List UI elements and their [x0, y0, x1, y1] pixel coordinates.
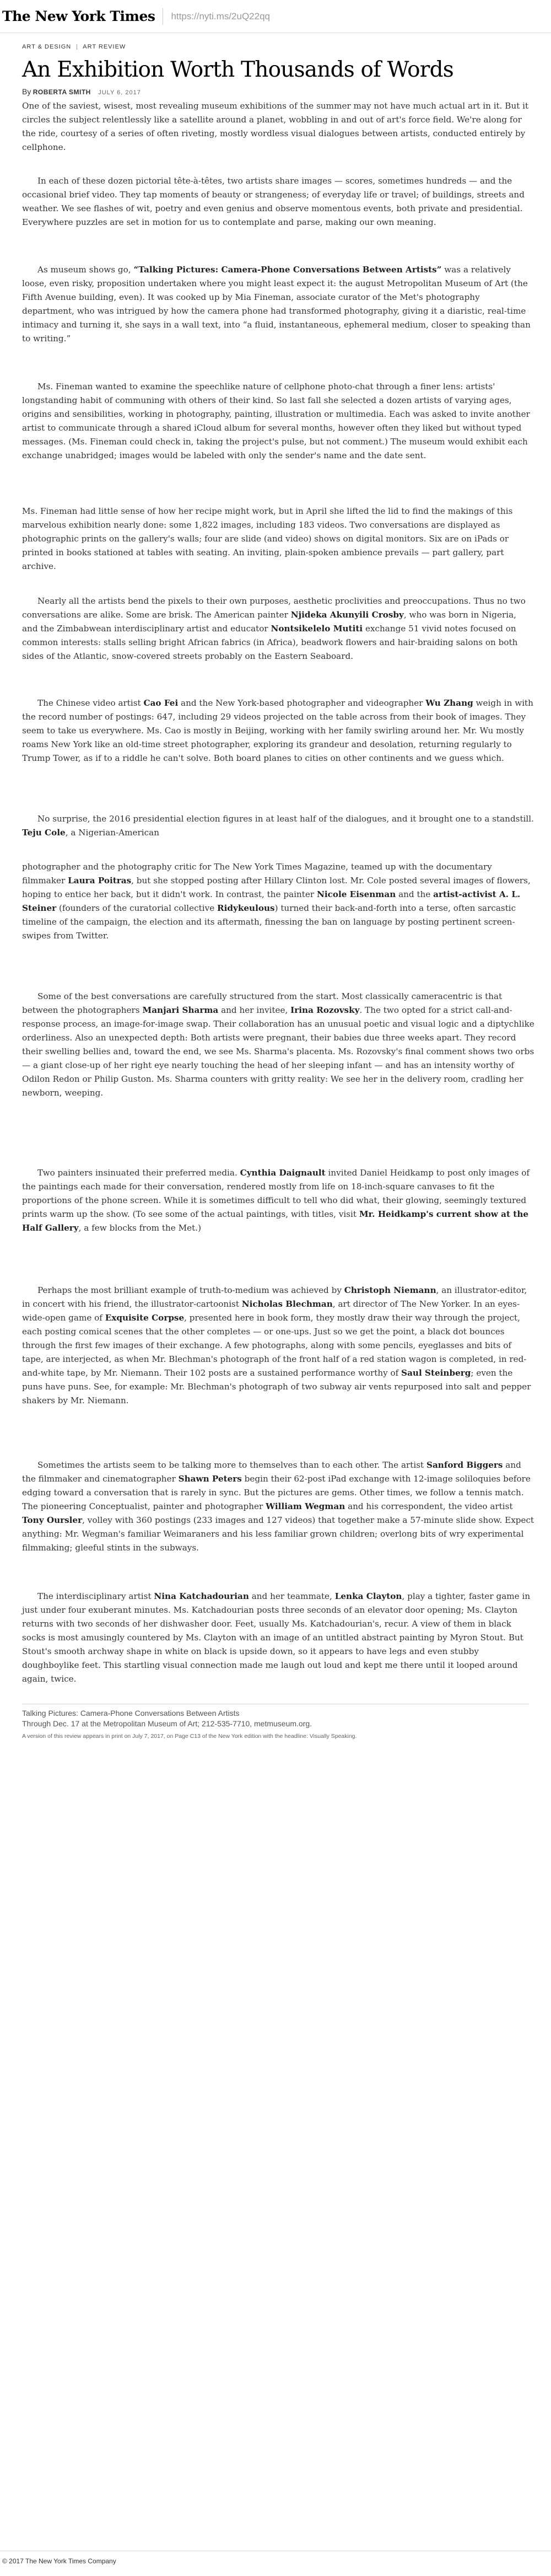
artist-link[interactable]: Manjari Sharma	[142, 1005, 219, 1015]
paragraph-4	[22, 380, 534, 463]
byline-by: By	[22, 87, 31, 96]
copyright-footer: © 2017 The New York Times Company	[2, 2557, 116, 2565]
section-link[interactable]: ART & DESIGN	[22, 44, 72, 50]
collective-link[interactable]: Ridykeulous	[217, 903, 275, 913]
paragraph-text: invited Daniel Heidkamp to post only images of the paintings each made for their conversation, rendered mostly from life on 18-inch-square canvases to fit the proportions of the phone screen. While it is sometimes difficult to tell who did what, their glowing, seemingly textured prints warm up the show. (To see some of the actual paintings, with titles, visit	[22, 1168, 530, 1219]
artist-link[interactable]: Lenka Clayton	[334, 1591, 402, 1601]
paragraph-text: As museum shows go,	[37, 265, 134, 275]
paragraph-text: , an illustrator-editor, in concert with his friend, the illustrator-cartoonist	[22, 1285, 527, 1309]
paragraph-text: One of the saviest, wisest, most revealing museum exhibitions of the summer may not have much actual art in it. But it circles the subject relentlessly like a satellite around a planet, wobbling in and out of art's force field. We're along for the ride, courtesy of a series of often riveting, mostly wordless visual dialogues between artists, conducted entirely by cellphone.	[22, 101, 529, 152]
masthead	[0, 0, 551, 33]
paragraph-text: , volley with 360 postings (233 images and 127 videos) that together make a 57-minute slide show. Expect anything: Mr. Wegman's familiar Weimaraners and his less familiar grown children; overlong bits of wry experimental filmmaking; gleeful stints in the subways.	[22, 1515, 534, 1553]
paragraph-13	[22, 1458, 534, 1555]
author-name[interactable]: ROBERTA SMITH	[33, 88, 91, 96]
artist-link[interactable]: Cao Fei	[143, 698, 179, 708]
short-url[interactable]: https://nyti.ms/2uQ22qq	[171, 10, 270, 22]
paragraph-2	[22, 174, 534, 229]
artist-link[interactable]: Nontsikelelo Mutiti	[271, 624, 363, 634]
artist-link[interactable]: Laura Poitras	[68, 876, 132, 886]
paragraph-6	[22, 594, 534, 663]
paragraph-12	[22, 1284, 534, 1408]
paragraph-text: , a few blocks from the Met.)	[78, 1223, 202, 1233]
paragraph-text: (founders of the curatorial collective	[56, 903, 218, 913]
artist-link[interactable]: Tony Oursler	[22, 1515, 83, 1525]
artist-link[interactable]: Christoph Niemann	[344, 1285, 436, 1295]
paragraph-11	[22, 1166, 534, 1235]
paragraph-text: Two painters insinuated their preferred media.	[37, 1168, 240, 1178]
artist-link[interactable]: Njideka Akunyili Crosby	[290, 610, 404, 620]
paragraph-text: begin their 62-post iPad exchange with 12-image soliloquies before edging toward a conversation that is rarely in sync. But the pictures are gems. Other times, we follow a tennis match. The pioneering Conceptualist, painter and photographer	[22, 1474, 531, 1511]
paragraph-text: and the	[396, 889, 434, 899]
paragraph-text: The interdisciplinary artist	[37, 1591, 154, 1601]
artist-link[interactable]: Sanford Biggers	[426, 1460, 503, 1470]
paragraph-text: Sometimes the artists seem to be talking more to themselves than to each other. The artist	[37, 1460, 426, 1470]
paragraph-text: , a Nigerian-American	[65, 828, 159, 838]
paragraph-10	[22, 990, 534, 1100]
artist-link[interactable]: Wu Zhang	[425, 698, 473, 708]
gallery-link[interactable]: Mr. Heidkamp's current show at the Half Gallery	[22, 1209, 529, 1233]
paragraph-14	[22, 1590, 534, 1686]
artist-link[interactable]: artist-activist A. L. Steiner	[22, 889, 521, 913]
paragraph-text: and the New York-based photographer and videographer	[178, 698, 426, 708]
paragraph-text: and the filmmaker and cinematographer	[22, 1460, 521, 1484]
artist-link[interactable]: Teju Cole	[22, 828, 66, 838]
paragraph-5	[22, 505, 534, 573]
paragraph-text: In each of these dozen pictorial tête-à-têtes, two artists share images — scores, sometimes hundreds — and the occasional brief video. They tap moments of beauty or strangeness; of everyday life or travel; of buildings, streets and weather. We see flashes of wit, poetry and even genius and observe momentous events, both private and presidential. Everywhere puzzles are set in motion for us to contemplate and parse, making our own meaning.	[22, 176, 525, 227]
paragraph-text: No surprise, the 2016 presidential election figures in at least half of the dialogues, and it brought one to a standstill.	[37, 814, 534, 824]
paragraph-text: Nearly all the artists bend the pixels to their own purposes, aesthetic proclivities and preoccupations. Thus no two conversations are alike. Some are brisk. The American painter	[22, 596, 526, 620]
paragraph-text: , but she stopped posting after Hillary Clinton lost. Mr. Cole posted several images of flowers, hoping to entice her back, but it didn't work. In contrast, the painter	[22, 876, 531, 899]
game-link[interactable]: Exquisite Corpse	[105, 1313, 185, 1323]
article-headline: An Exhibition Worth Thousands of Words	[22, 57, 454, 82]
paragraph-text: ; even the puns have puns. See, for example: Mr. Blechman's photograph of two subway air vents repurposed into salt and pepper shakers by Mr. Niemann.	[22, 1368, 531, 1405]
artist-link[interactable]: Shawn Peters	[178, 1474, 242, 1484]
paragraph-text: , who was born in Nigeria, and the Zimbabwean interdisciplinary artist and educator	[22, 610, 516, 634]
section-kicker	[22, 44, 126, 50]
exhibition-title: Talking Pictures: Camera-Phone Conversations Between Artists	[22, 1709, 240, 1718]
paragraph-8	[22, 812, 534, 840]
artist-link[interactable]: Saul Steinberg	[401, 1368, 471, 1378]
paragraph-text: and her teammate,	[249, 1591, 335, 1601]
paragraph-7	[22, 696, 534, 765]
paragraph-text: and her invitee,	[218, 1005, 291, 1015]
paragraph-text: ) turned their back-and-forth into a terse, often sarcastic timeline of the campaign, the election and its aftermath, finessing the ban on language by posting pertinent screen-swipes from Twitter.	[22, 903, 516, 941]
paragraph-text: The Chinese video artist	[37, 698, 144, 708]
paragraph-text: , presented here in book form, they mostly draw their way through the project, each posting comical scenes that the other completes — or one-ups. Just so we get the point, a black dot bounces through the first few images of their exchange. A few photographs, along with some pencils, eyeglasses and bits of tape, are interjected, as when Mr. Blechman's photograph of the front half of a red station wagon is completed, in red-and-white tape, by Mr. Niemann. Their 102 posts are a sustained performance worthy of	[22, 1313, 527, 1378]
artist-link[interactable]: William Wegman	[266, 1501, 345, 1511]
paragraph-text: was a relatively loose, even risky, proposition undertaken where you might least expect it: the august Metropolitan Museum of Art (the Fifth Avenue building, even). It was cooked up by Mia Fineman, associate curator of the Met's photography department, who was intrigued by how the camera phone had transformed photography, giving it a diaristic, real-time intimacy and turning it, she says in a wall text, into “a fluid, instantaneous, ephemeral medium, closer to speaking than to writing.”	[22, 265, 531, 344]
paragraph-text: , art director of The New Yorker. In an eyes-wide-open game of	[22, 1299, 520, 1323]
paragraph-text: , play a tighter, faster game in just under four exuberant minutes. Ms. Katchadourian posts three seconds of an elevator door opening; Ms. Clayton returns with two seconds of her dishwasher door. Feet, usually Ms. Katchadourian's, recur. A view of them in black socks is most amusingly countered by Ms. Clayton with an image of an untitled abstract painting by Myron Stout. But Stout's smooth archway shape in white on black is upside down, so it appears to have legs and even stubby doughboylike feet. This startling visual connection made me laugh out loud and kept me there until it looped around again, twice.	[22, 1591, 531, 1684]
subsection-link[interactable]: ART REVIEW	[83, 44, 126, 50]
paragraph-text: photographer and the photography critic for The New York Times Magazine, teamed up with the documentary filmmaker	[22, 862, 492, 886]
paragraph-9	[22, 860, 534, 943]
artist-link[interactable]: Nicholas Blechman	[241, 1299, 333, 1309]
paragraph-text: and his correspondent, the video artist	[345, 1501, 513, 1511]
paragraph-text: Ms. Fineman had little sense of how her recipe might work, but in April she lifted the lid to find the makings of this marvelous exhibition nearly done: some 1,822 images, including 183 videos. Two conversations are displayed as photographic prints on the gallery's walls; four are slide (and video) shows on digital monitors. Six are on iPads or printed in books stationed at tables with seating. An inviting, plain-spoken ambience prevails — part gallery, part archive.	[22, 506, 513, 571]
paragraph-text: weigh in with the record number of postings: 647, including 29 videos projected on the table across from their book of images. They seem to take us everywhere. Ms. Cao is mostly in Beijing, working with her family swirling around her. Mr. Wu mostly roams New York like an old-time street photographer, exploring its grandeur and desolation, returning regularly to Trump Tower, as if to a riddle he can't solve. Both board planes to cities on other continents and we guess which.	[22, 698, 533, 763]
artist-link[interactable]: Irina Rozovsky	[290, 1005, 360, 1015]
exhibition-details: Through Dec. 17 at the Metropolitan Museum of Art; 212-535-7710, metmuseum.org.	[22, 1719, 312, 1728]
paragraph-1	[22, 99, 534, 154]
artist-link[interactable]: Nina Katchadourian	[154, 1591, 249, 1601]
exhibition-info	[22, 1708, 312, 1729]
paragraph-text: Perhaps the most brilliant example of truth-to-medium was achieved by	[37, 1285, 344, 1295]
paragraph-text: exchange 51 vivid notes focused on common interests: stalls selling bright African fabrics (in Africa), beadwork flowers and hair-braiding salons on both sides of the Atlantic, snow-covered streets probably on the Eastern Seaboard.	[22, 624, 518, 661]
paragraph-text: Ms. Fineman wanted to examine the speechlike nature of cellphone photo-chat through a finer lens: artists' longstanding habit of communing with others of their kind. So last fall she selected a dozen artists of varying ages, origins and sensibilities, working in photography, painting, illustration or multimedia. Each was asked to invite another artist to communicate through a shared iCloud album for several months, however often they liked but without typed messages. (Ms. Fineman could check in, taking the project's pulse, but not comment.) The museum would exhibit each exchange unabridged; images would be labeled with only the sender's name and the date sent.	[22, 382, 530, 460]
nyt-logo[interactable]: The New York Times	[2, 8, 163, 25]
paragraph-text: . The two opted for a strict call-and-response process, an image-for-image swap. Their collaboration has an unusual poetic and visual logic and a diptychlike orderliness. Also an unexpected depth: Both artists were pregnant, their babies due three weeks apart. They record their swelling bellies and, toward the end, we see Ms. Sharma's placenta. Ms. Rozovsky's final comment shows two orbs — a giant close-up of her right eye nearly touching the head of her sleeping infant — and has an intensity worthy of Odilon Redon or Philip Guston. Ms. Sharma counters with gritty reality: We see her in the delivery room, cradling her newborn, weeping.	[22, 1005, 534, 1098]
artist-link[interactable]: Cynthia Daignault	[240, 1168, 326, 1178]
print-edition-note: A version of this review appears in print on July 7, 2017, on Page C13 of the New York edition with the headline: Visually Speaking.	[22, 1733, 357, 1740]
paragraph-text: Some of the best conversations are carefully structured from the start. Most classically cameracentric is that between the photographers	[22, 991, 503, 1015]
paragraph-3	[22, 263, 534, 346]
artist-link[interactable]: Nicole Eisenman	[316, 889, 396, 899]
publish-date: JULY 6, 2017	[98, 89, 141, 96]
exhibition-link[interactable]: “Talking Pictures: Camera-Phone Conversations Between Artists”	[133, 265, 442, 275]
byline	[22, 87, 141, 96]
